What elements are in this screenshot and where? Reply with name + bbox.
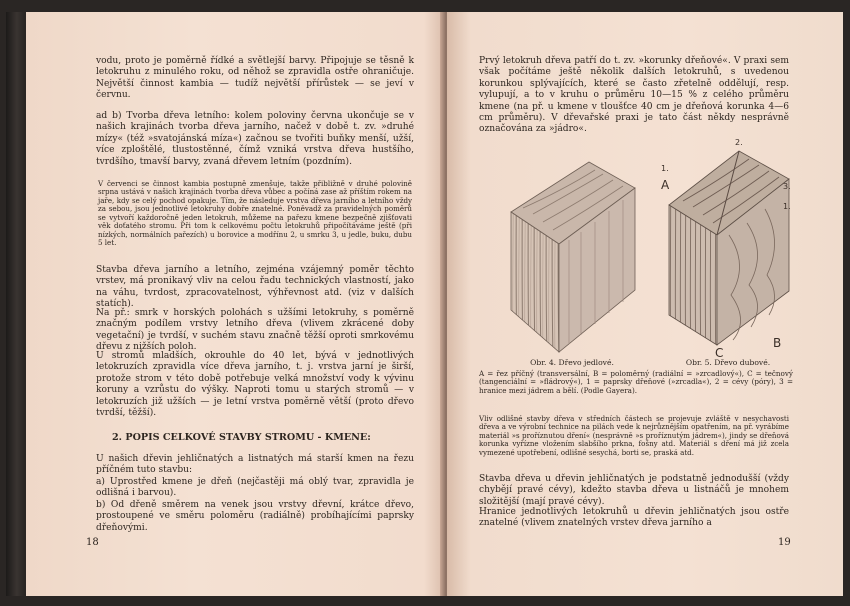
- paragraph: Stavba dřeva u dřevin jehličnatých je podstatně jednodušší (vždy chybějí pravé cévy), kdežto stavba dřeva u listnáčů je mnohem složitější (mají pravé cévy).: [479, 474, 789, 507]
- paragraph: Stavba dřeva jarního a letního, zejména vzájemný poměr těchto vrstev, má pronikavý vliv na celou řadu technických vlastností, jako na váhu, tvrdost, zpracovatelnost, výhřevnost atd. (viz v dalších statích).: [96, 265, 414, 310]
- page-number: 19: [778, 537, 791, 548]
- paragraph: vodu, proto je poměrně řídké a světlejší barvy. Připojuje se těsně k letokruhu z minulého roku, od něhož se zpravidla ostře ohraničuje. Největší činnost kambia — tudíž největší přírůstek — se jeví v červnu.: [96, 56, 414, 101]
- oak-wood-illustration: [659, 135, 799, 361]
- paragraph: U stromů mladších, okrouhle do 40 let, bývá v jednotlivých letokruzích zpravidla více dřeva jarního, t. j. vrstva jarní je širší, protože strom v této době potřebuje velká množství vody k vývinu koruny a vzrůstu do výšky. Naproti tomu u starých stromů — v letokruzích již užších — je letní vrstva poměrně větší (proto dřevo tvrdší, těžší).: [96, 351, 414, 419]
- paragraph: ad b) Tvorba dřeva letního: kolem poloviny června ukončuje se v našich krajinách tvorba dřeva jarního, načež v době t. zv. »druhé mízy« (též »svatojánská míza«) začnou se tvořiti buňky menší, užší, více zploštělé, tlustostěnné, čímž vzniká vrstva dřeva hustšího, tvrdšího, tmavší barvy, zvaná dřevem letním (pozdním).: [96, 111, 414, 167]
- label-2: 2.: [735, 138, 743, 147]
- right-page: [447, 12, 843, 596]
- paragraph: Prvý letokruh dřeva patří do t. zv. »korunky dřeňové«. V praxi sem však počítáme ještě několik dalších letokruhů, s uvedenou korunkou splývajících, které se často zřetelně oddělují, resp. vylupují, a to v kruhu o průměru 10—15 % z celého průměru kmene (na př. u kmene v tloušťce 40 cm je dřeňová korunka 4—6 cm průměru). V dřevařské praxi je tato část někdy nesprávně označována za »jádro«.: [479, 56, 789, 135]
- label-1: 1.: [661, 164, 669, 173]
- label-3: 3.: [783, 182, 791, 191]
- left-page: [26, 12, 445, 596]
- label-c: C: [715, 346, 724, 360]
- fir-wood-illustration: [503, 140, 643, 358]
- label-b: B: [773, 336, 782, 350]
- paragraph: a) Uprostřed kmene je dřeň (nejčastěji má oblý tvar, zpravidla je odlišná i barvou).: [96, 477, 414, 499]
- paragraph: Na př.: smrk v horských polohách s užšími letokruhy, s poměrně značným podílem vrstvy letního dřeva (vlivem zkrácené doby vegetační) je tvrdší, v suchém stavu značně těžší oproti smrkovému dřevu z nižších poloh.: [96, 308, 414, 353]
- label-a: A: [661, 178, 670, 192]
- paragraph-small: V červenci se činnost kambia postupně zmenšuje, takže přibližně v druhé polovině srpna ustává v našich krajinách tvorba dřeva vůbec a počíná zase až příštím rokem na jaře, kdy se celý pochod opakuje. Tím, že následuje vrstva dřeva jarního a letního vždy za sebou, jsou jednotlivé letokruhy dobře znatelné. Poněvadž za pravidelných poměrů se vytvoří každoročně jeden letokruh, můžeme na pařezu kmene bezpečně zjišťovati věk doťatého stromu. Při tom k celkovému počtu letokruhů připočítáváme ještě (při nízkých, normálních pařezích) u borovice a modřínu 2, u smrku 3, u jedle, buku, dubu 5 let.: [98, 179, 412, 248]
- book-binding: [6, 12, 24, 596]
- paragraph: U našich dřevin jehličnatých a listnatých má starší kmen na řezu příčném tuto stavbu:: [96, 454, 414, 476]
- paragraph: Hranice jednotlivých letokruhů u dřevin jehličnatých jsou ostře znatelné (vlivem znatelných vrstev dřeva jarního a: [479, 507, 789, 529]
- page-number: 18: [86, 537, 99, 548]
- section-heading: 2. POPIS CELKOVÉ STAVBY STROMU - KMENE:: [112, 432, 371, 443]
- paragraph: b) Od dřeně směrem na venek jsou vrstvy dřevní, krátce dřevo, prostoupené ve směru poloměru (radiálně) probíhajícími paprsky dřeňovými.: [96, 500, 414, 533]
- figure-caption: Obr. 5. Dřevo dubové.: [685, 358, 771, 367]
- figure-legend: A = řez příčný (transversální, B = poloměrný (radiální = »zrcadlový«), C = tečnový (tangenciální = »fládrový«), 1 = paprsky dřeňové (»zrcadla«), 2 = cévy (póry), 3 = hranice mezi jádrem a bělí. (Podle Gayera).: [479, 369, 793, 395]
- paragraph-small: Vliv odlišné stavby dřeva v středních částech se projevuje zvláště v nesychavosti dřeva a ve výrobní technice na pilách vede k nejrůznějším opatřením, na př. vyrábíme materiál »s proříznutou dření« (nesprávně »s proříznutým jádrem«), jindy se dřeňová korunka vyřízne vložením slabšího prkna, fošny atd. Materiál s dření má již zcela vymezené upotřebení, odlišné sesychá, borti se, praská atd.: [479, 414, 789, 457]
- label-1b: 1.: [783, 202, 791, 211]
- figure-caption: Obr. 4. Dřevo jedlové.: [530, 358, 614, 367]
